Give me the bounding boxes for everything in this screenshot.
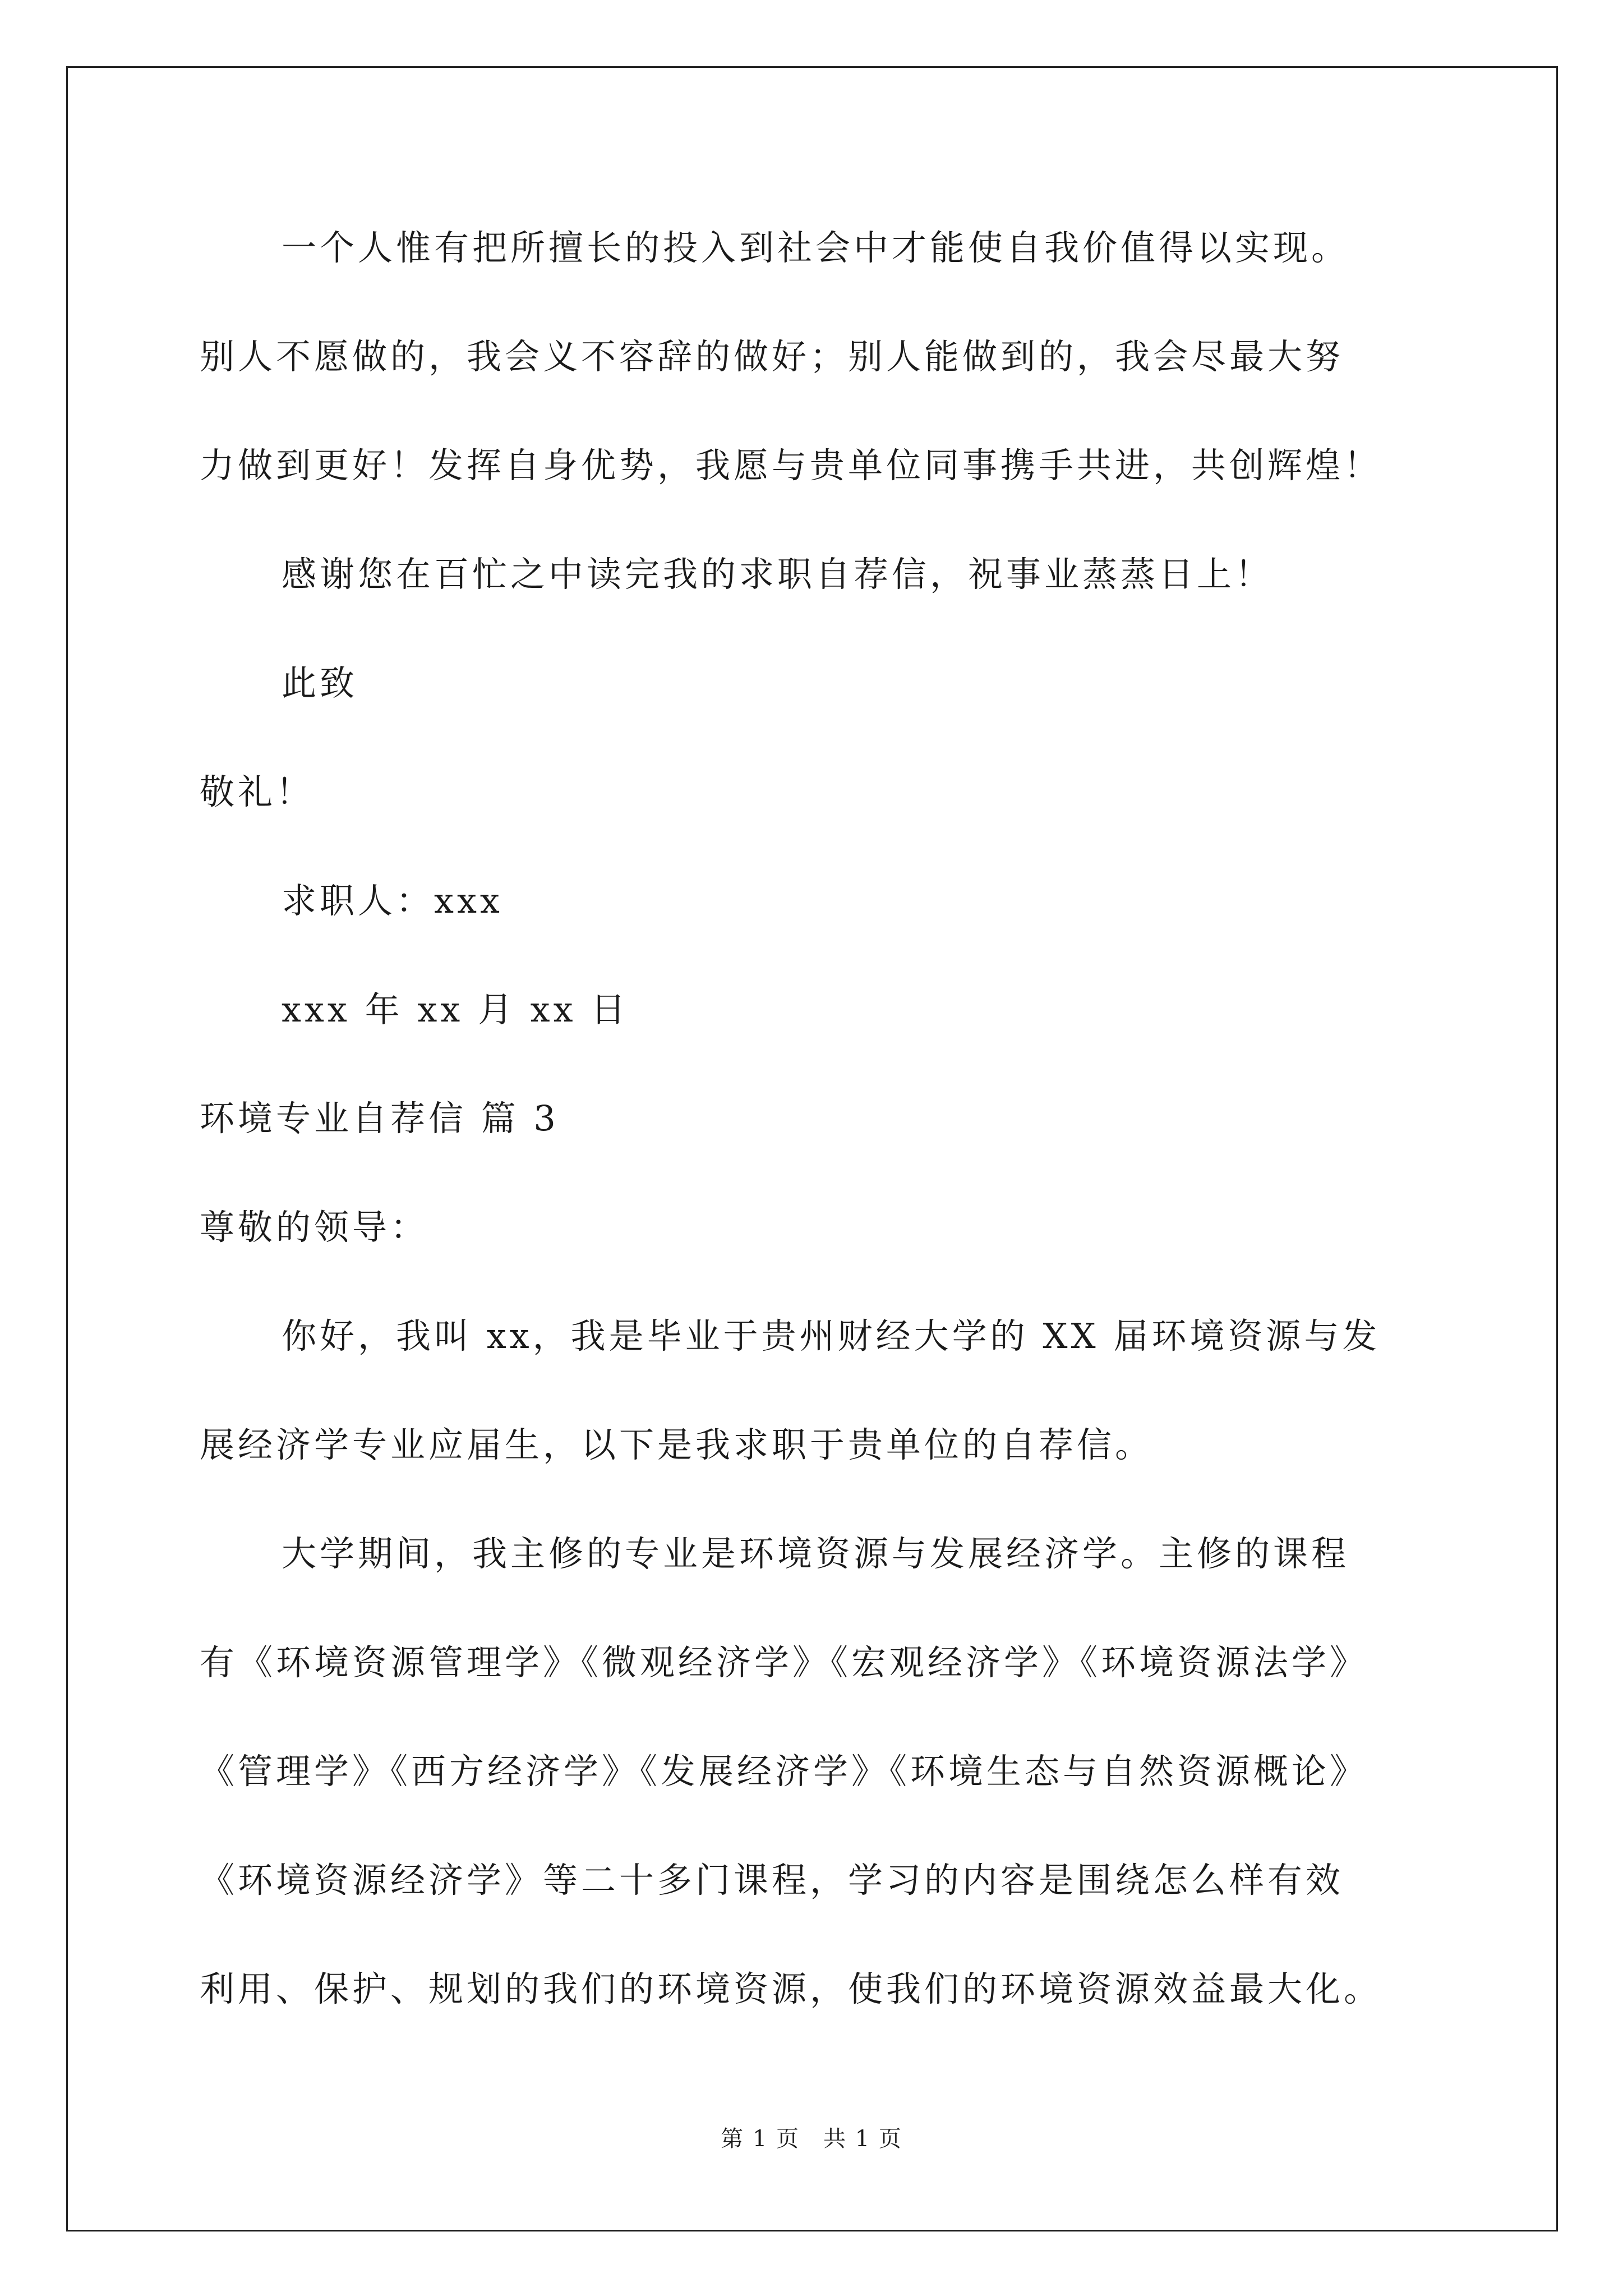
courses-line-3: 《管理学》《西方经济学》《发展经济学》《环境生态与自然资源概论》 [200,1751,1368,1792]
body-line-2: 别人不愿做的，我会义不容辞的做好；别人能做到的，我会尽最大努 [200,336,1344,377]
body-line-3: 力做到更好！发挥自身优势，我愿与贵单位同事携手共进，共创辉煌！ [200,445,1382,486]
courses-line-2: 有《环境资源管理学》《微观经济学》《宏观经济学》《环境资源法学》 [200,1642,1368,1683]
page-border [66,66,1558,2231]
courses-line-1: 大学期间，我主修的专业是环境资源与发展经济学。主修的课程 [282,1533,1350,1574]
courses-line-4: 《环境资源经济学》等二十多门课程，学习的内容是围绕怎么样有效 [200,1860,1344,1901]
greeting-line: 尊敬的领导： [200,1207,429,1248]
thanks-line: 感谢您在百忙之中读完我的求职自荐信，祝事业蒸蒸日上！ [282,554,1274,595]
page-number-footer: 第 1 页 共 1 页 [721,2126,902,2152]
closing-line: 此致 [282,662,358,703]
salutation-line: 敬礼！ [200,771,315,812]
body-line-1: 一个人惟有把所擅长的投入到社会中才能使自我价值得以实现。 [282,227,1350,268]
section-title: 环境专业自荐信 篇 3 [200,1098,559,1139]
intro-line-1: 你好，我叫 xx，我是毕业于贵州财经大学的 XX 届环境资源与发 [282,1315,1381,1356]
applicant-line: 求职人：xxx [282,880,503,921]
courses-line-5: 利用、保护、规划的我们的环境资源，使我们的环境资源效益最大化。 [200,1968,1382,2009]
date-line: xxx 年 xx 月 xx 日 [282,989,629,1030]
intro-line-2: 展经济学专业应届生，以下是我求职于贵单位的自荐信。 [200,1424,1154,1465]
